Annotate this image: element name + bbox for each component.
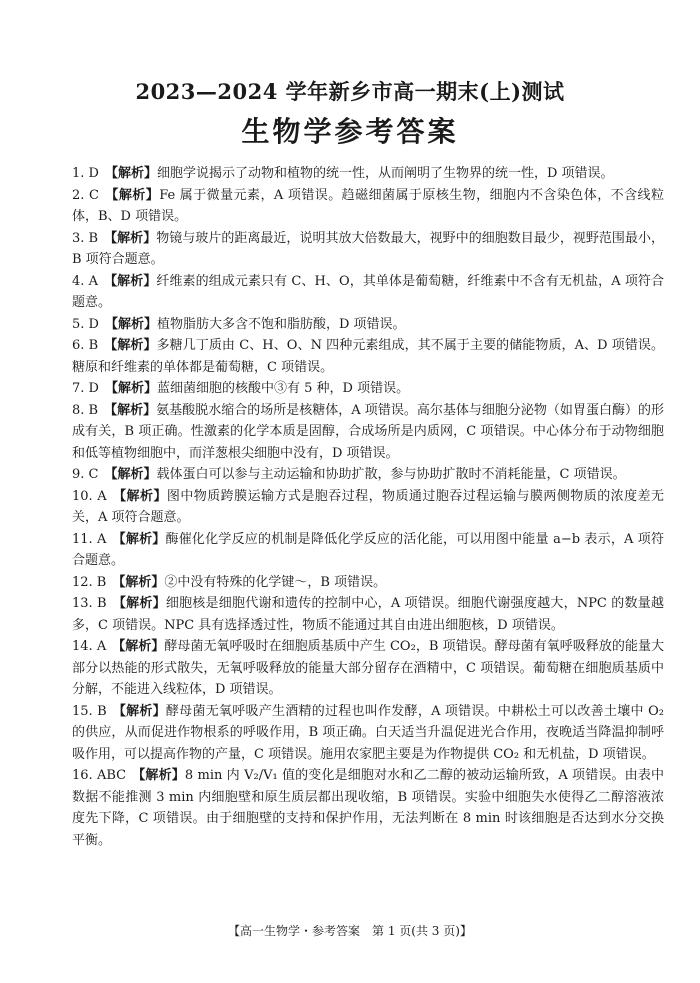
answer-number: 14. A xyxy=(72,639,107,654)
analysis-tag: 【解析】 xyxy=(104,187,160,203)
analysis-tag: 【解析】 xyxy=(104,273,157,289)
answer-explanation: 多糖几丁质由 C、H、O、N 四种元素组成，其不属于主要的储能物质，A、D 项错误。糖原和纤维素的单体都是葡萄糖，C 项错误。 xyxy=(72,338,664,375)
answer-item xyxy=(62,486,664,529)
answer-item xyxy=(62,335,664,378)
answer-explanation: ②中没有特殊的化学键～，B 项错误。 xyxy=(164,574,387,590)
answer-item xyxy=(62,400,664,465)
answer-explanation: 图中物质跨膜运输方式是胞吞过程，物质通过胞吞过程运输与膜两侧物质的浓度差无关，A 项符合题意。 xyxy=(72,488,664,525)
answer-number: 4. A xyxy=(72,273,99,289)
analysis-tag: 【解析】 xyxy=(104,230,157,246)
answer-explanation: 氨基酸脱水缩合的场所是核糖体，A 项错误。高尔基体与细胞分泌物（如胃蛋白酶）的形成有关，B 项正确。性激素的化学本质是固醇，合成场所是内质网，C 项错误。中心体分布于动物细胞和低等植物细胞中，而洋葱根尖细胞中没有，D 项错误。 xyxy=(72,402,664,461)
analysis-tag: 【解析】 xyxy=(132,768,185,783)
answer-number: 2. C xyxy=(72,187,99,203)
answer-item xyxy=(62,185,664,228)
exam-title: 2023—2024 学年新乡市高一期末(上)测试 xyxy=(135,79,565,104)
answer-number: 3. B xyxy=(72,230,99,246)
answer-explanation: 酵母菌无氧呼吸时在细胞质基质中产生 CO₂，B 项错误。酵母菌有氧呼吸释放的能量大部分以热能的形式散失，无氧呼吸释放的能量大部分留存在酒精中，C 项错误。葡萄糖在细胞质基质中分解，不能进入线粒体，D 项错误。 xyxy=(72,639,664,697)
answer-list xyxy=(62,163,664,851)
answer-number: 13. B xyxy=(72,596,107,611)
answer-item xyxy=(62,464,664,486)
analysis-tag: 【解析】 xyxy=(104,381,157,396)
answer-item xyxy=(62,636,664,701)
analysis-tag: 【解析】 xyxy=(112,574,165,590)
answer-explanation: 物镜与玻片的距离最近，说明其放大倍数最大，视野中的细胞数目最少，视野范围最小，B 项符合题意。 xyxy=(72,230,664,267)
answer-item xyxy=(62,572,664,594)
answer-number: 7. D xyxy=(72,381,99,396)
answer-number: 10. A xyxy=(72,488,107,504)
analysis-tag: 【解析】 xyxy=(112,596,166,611)
answer-item xyxy=(62,378,664,400)
page-title: 生物学参考答案 xyxy=(241,115,459,148)
answer-item xyxy=(62,765,664,851)
analysis-tag: 【解析】 xyxy=(104,338,157,353)
answer-item xyxy=(62,593,664,636)
answer-number: 8. B xyxy=(72,402,99,418)
answer-item xyxy=(62,228,664,271)
answer-explanation: 纤维素的组成元素只有 C、H、O，其单体是葡萄糖，纤维素中不含有无机盐，A 项符合题意。 xyxy=(72,273,664,310)
answer-explanation: 细胞核是细胞代谢和遗传的控制中心，A 项错误。细胞代谢强度越大，NPC 的数量越多，C 项错误。NPC 具有选择透过性，物质不能通过其自由进出细胞核，D 项错误。 xyxy=(72,596,664,633)
answer-item xyxy=(62,529,664,572)
answer-item xyxy=(62,314,664,336)
answer-explanation: Fe 属于微量元素，A 项错误。趋磁细菌属于原核生物，细胞内不含染色体，不含线粒体，B、D 项错误。 xyxy=(72,187,664,224)
answer-explanation: 蓝细菌细胞的核酸中③有 5 种，D 项错误。 xyxy=(156,381,410,396)
answer-item xyxy=(62,701,664,766)
answer-item xyxy=(62,163,664,185)
answer-number: 9. C xyxy=(72,467,99,482)
analysis-tag: 【解析】 xyxy=(104,402,157,418)
answer-explanation: 8 min 内 V₂/V₁ 值的变化是细胞对水和乙二醇的被动运输所致，A 项错误。由表中数据不能推测 3 min 内细胞壁和原生质层都出现收缩，B 项错误。实验中细胞失水使得乙二醇溶液浓度先下降，C 项错误。由于细胞壁的支持和保护作用，无法判断在 8 min 时该细胞是否达到水分交换平衡。 xyxy=(72,768,664,848)
answer-explanation: 酶催化化学反应的机制是降低化学反应的活化能，可以用图中能量 a−b 表示，A 项符合题意。 xyxy=(72,531,664,568)
analysis-tag: 【解析】 xyxy=(104,166,157,181)
analysis-tag: 【解析】 xyxy=(112,703,166,719)
answer-explanation: 酵母菌无氧呼吸产生酒精的过程也叫作发酵，A 项错误。中耕松土可以改善土壤中 O₂ 的供应，从而促进作物根系的呼吸作用，B 项正确。白天适当升温促进光合作用，夜晚适当降温抑制呼吸作用，可以提高作物的产量，C 项错误。施用农家肥主要是为作物提供 CO₂ 和无机盐，D 项错误。 xyxy=(72,703,664,762)
answer-explanation: 载体蛋白可以参与主动运输和协助扩散，参与协助扩散时不消耗能量，C 项错误。 xyxy=(156,467,626,482)
page-footer: 【高一生物学・参考答案 第 1 页(共 3 页)】 xyxy=(228,924,472,938)
analysis-tag: 【解析】 xyxy=(112,488,167,504)
answer-number: 5. D xyxy=(72,316,99,332)
analysis-tag: 【解析】 xyxy=(112,639,165,654)
answer-explanation: 植物脂肪大多含不饱和脂肪酸，D 项错误。 xyxy=(156,316,406,332)
answer-explanation: 细胞学说揭示了动物和植物的统一性，从而阐明了生物界的统一性，D 项错误。 xyxy=(156,166,614,181)
answer-number: 1. D xyxy=(72,166,99,181)
answer-item xyxy=(62,271,664,314)
analysis-tag: 【解析】 xyxy=(112,531,166,547)
answer-number: 15. B xyxy=(72,703,107,719)
answer-number: 6. B xyxy=(72,338,99,353)
analysis-tag: 【解析】 xyxy=(104,467,157,482)
answer-number: 12. B xyxy=(72,574,107,590)
analysis-tag: 【解析】 xyxy=(104,316,157,332)
answer-number: 16. ABC xyxy=(72,768,127,783)
answer-number: 11. A xyxy=(72,531,107,547)
